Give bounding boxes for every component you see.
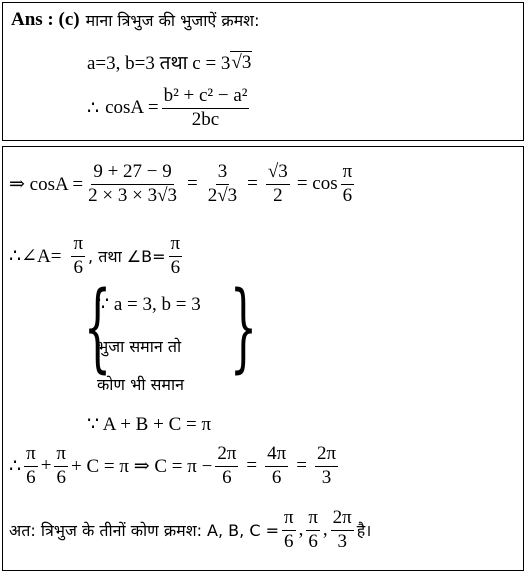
right-brace: } (229, 271, 258, 383)
six-den: 6 (26, 466, 36, 488)
cos-result: = cos (296, 173, 338, 195)
calc-fraction-1-num: 9 + 27 − 9 (91, 161, 173, 185)
calc-fraction-3-num: √3 (266, 161, 290, 185)
c-calc-line (9, 443, 341, 490)
intro-text: माना त्रिभुज की भुजाऐं क्रमश: (85, 11, 260, 30)
equals-sign: = (296, 455, 307, 477)
six-den: 6 (56, 466, 66, 488)
final-answer-line (9, 507, 371, 554)
therefore-symbol: ∴ (9, 455, 22, 477)
equals-sign: = (187, 173, 198, 195)
comma: , (322, 519, 328, 541)
cos-formula-line (87, 85, 252, 132)
final-text: अत: त्रिभुज के तीनों कोण क्रमश: A, B, C = (9, 521, 279, 541)
brace-line-1: ∵ a = 3, b = 3 (97, 294, 201, 315)
fraction-denominator: 2bc (191, 108, 220, 130)
pi-num: π (24, 443, 38, 467)
pi-over-six (341, 161, 355, 208)
equals-sign: = (247, 173, 258, 195)
brace-line-3: कोण भी समान (97, 375, 184, 394)
pi-over-six (306, 507, 320, 554)
cos-calc-line (9, 161, 357, 208)
two-pi-num: 2π (315, 443, 338, 467)
six-den: 6 (73, 256, 83, 278)
pi-num: π (282, 507, 296, 531)
calc-fraction-1-den: 2 × 3 × 3√3 (88, 184, 177, 206)
three-den: 3 (337, 530, 347, 552)
six-den: 6 (342, 184, 353, 206)
six-den: 6 (308, 530, 318, 552)
pi-num: π (341, 161, 355, 185)
six-den: 6 (170, 256, 181, 278)
angle-b-value (169, 233, 183, 280)
angle-sum-line: ∵ A + B + C = π (87, 414, 212, 435)
answer-intro-line (11, 9, 259, 31)
pi-num: π (71, 233, 85, 257)
six-den: 6 (222, 466, 232, 488)
therefore-symbol: ∴ (87, 97, 100, 119)
left-brace: { (83, 271, 112, 383)
given-values-line (87, 49, 252, 75)
fraction-numerator: b² + c² − a² (162, 85, 250, 109)
calc-fraction-1 (86, 161, 179, 208)
cos-lhs: cosA = (105, 97, 159, 119)
c-expression: + C = π ⇒ C = π − (71, 455, 213, 477)
two-pi-num: 2π (331, 507, 354, 531)
answer-intro-box (2, 2, 524, 141)
six-den: 6 (284, 530, 294, 552)
four-pi-over-six (265, 443, 288, 490)
angle-b-label: , तथा ∠B= (88, 247, 166, 267)
pi-num: π (54, 443, 68, 467)
comma: , (298, 519, 304, 541)
three-den: 3 (321, 466, 332, 488)
pi-num: π (306, 507, 320, 531)
pi-over-six (24, 443, 38, 490)
calc-fraction-3-den: 2 (273, 184, 283, 206)
pi-num: π (169, 233, 183, 257)
two-pi-num: 2π (215, 443, 238, 467)
brace-line-2: भुजा समान तो (97, 337, 182, 356)
cos-formula-fraction (162, 85, 250, 132)
answer-label: Ans : (c) (11, 9, 80, 30)
four-pi-num: 4π (265, 443, 288, 467)
calc-fraction-3 (266, 161, 290, 208)
calc-fraction-2 (206, 161, 239, 208)
two-pi-over-six (215, 443, 238, 490)
two-pi-over-three (315, 443, 338, 490)
solution-box (2, 146, 524, 571)
two-pi-over-three (331, 507, 354, 554)
six-den: 6 (271, 466, 282, 488)
angle-a-label: ∴∠A= (9, 245, 62, 267)
given-text: a=3, b=3 तथा c = 3 (87, 53, 231, 74)
equals-sign: = (246, 455, 258, 477)
calc-fraction-2-den: 2√3 (207, 184, 238, 206)
hai-text: है। (356, 521, 372, 541)
calc-fraction-2-num: 3 (216, 161, 230, 185)
pi-over-six (54, 443, 68, 490)
pi-over-six (282, 507, 296, 554)
given-root: √3 (231, 51, 252, 73)
plus-sign: + (40, 455, 52, 477)
cos-calc-start: ⇒ cosA = (9, 173, 84, 195)
